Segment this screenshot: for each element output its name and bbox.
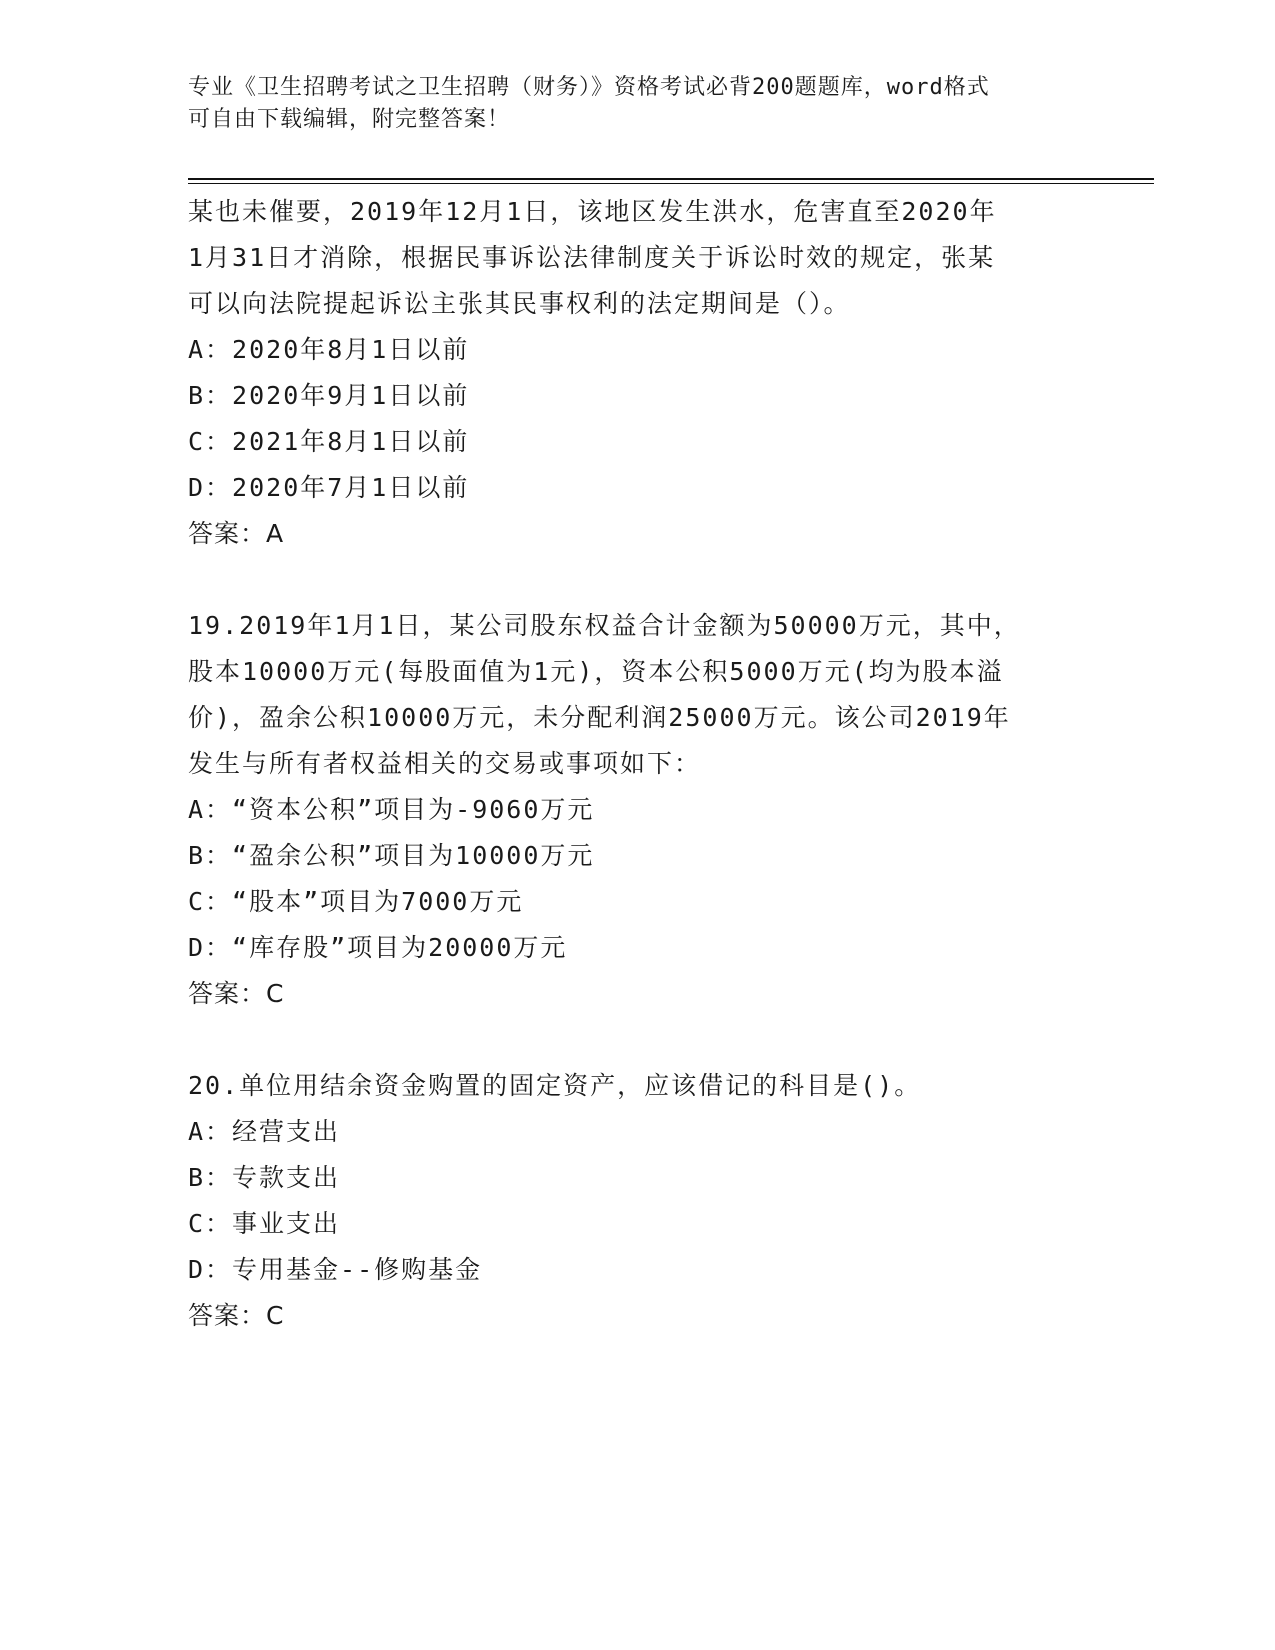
option-b: B：“盈余公积”项目为10000万元 [188,841,595,870]
header-rule-thin [188,183,1154,184]
question-stem-line: 股本10000万元(每股面值为1元)，资本公积5000万元(均为股本溢 [188,657,1004,686]
option-c: C：事业支出 [188,1209,341,1238]
option-c: C：2021年8月1日以前 [188,427,470,456]
question-stem-line: 20.单位用结余资金购置的固定资产，应该借记的科目是()。 [188,1071,922,1100]
option-a: A：2020年8月1日以前 [188,335,470,364]
question-20 [188,1063,1068,1339]
spacer [188,557,1068,603]
option-b: B：2020年9月1日以前 [188,381,470,410]
answer: 答案：A [188,519,285,548]
option-d: D：专用基金--修购基金 [188,1255,483,1284]
header-line-1: 专业《卫生招聘考试之卫生招聘（财务）》资格考试必背200题题库，word格式 [188,75,990,100]
spacer [188,1017,1068,1063]
question-stem-line: 可以向法院提起诉讼主张其民事权利的法定期间是（）。 [188,289,851,318]
option-c: C：“股本”项目为7000万元 [188,887,524,916]
question-stem-line: 19.2019年1月1日，某公司股东权益合计金额为50000万元，其中， [188,611,1021,640]
document-header [188,72,1068,136]
question-stem-line: 1月31日才消除，根据民事诉讼法律制度关于诉讼时效的规定，张某 [188,243,996,272]
answer: 答案：C [188,979,285,1008]
header-line-2: 可自由下载编辑，附完整答案！ [188,107,511,132]
question-19 [188,603,1068,1017]
option-b: B：专款支出 [188,1163,341,1192]
question-stem-line: 发生与所有者权益相关的交易或事项如下： [188,749,702,778]
question-list [188,189,1068,1339]
question-stem-line: 价)，盈余公积10000万元，未分配利润25000万元。该公司2019年 [188,703,1011,732]
answer: 答案：C [188,1301,285,1330]
option-a: A：经营支出 [188,1117,341,1146]
question-18 [188,189,1068,557]
question-stem-line: 某也未催要，2019年12月1日，该地区发生洪水，危害直至2020年 [188,197,997,226]
option-d: D：“库存股”项目为20000万元 [188,933,568,962]
header-rule-thick [188,178,1154,180]
option-a: A：“资本公积”项目为-9060万元 [188,795,595,824]
option-d: D：2020年7月1日以前 [188,473,470,502]
